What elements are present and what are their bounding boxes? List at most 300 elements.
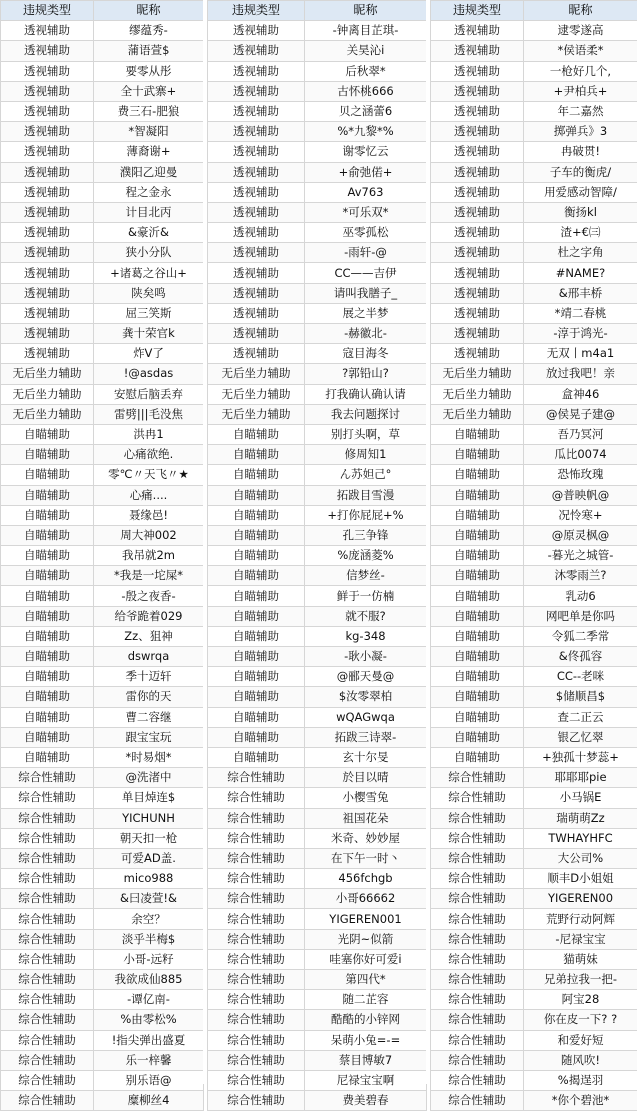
nickname-cell: 修周知1 [305,445,427,465]
nickname-cell: 薄裔谢+ [94,142,204,162]
violation-type-cell: 综合性辅助 [431,949,524,969]
nickname-cell: 逮零遂高 [524,21,637,41]
table-row [1,949,204,969]
table-row [208,525,427,545]
nickname-cell: 龚十荣官k [94,324,204,344]
nickname-cell: @原灵枫@ [524,525,637,545]
violation-type-cell: 综合性辅助 [208,1070,305,1090]
table-row [208,808,427,828]
table-row [431,263,637,283]
violation-type-cell: 透视辅助 [431,41,524,61]
nickname-cell: 小哥66662 [305,889,427,909]
violation-type-cell: 综合性辅助 [1,1010,94,1030]
table-row [431,808,637,828]
violation-type-cell: 透视辅助 [208,324,305,344]
table-row [431,768,637,788]
violation-type-cell: 综合性辅助 [1,889,94,909]
table-row [1,647,204,667]
table-row [208,869,427,889]
violation-type-cell: 自瞄辅助 [208,525,305,545]
nickname-cell: 零℃〃天飞〃★ [94,465,204,485]
table-row [208,667,427,687]
nickname-cell: 阿宝28 [524,990,637,1010]
table-row [1,445,204,465]
violation-type-cell: 综合性辅助 [431,848,524,868]
nickname-cell: 随二芷容 [305,990,427,1010]
nickname-cell: 子车的衡虎/ [524,162,637,182]
nickname-cell: 在下午一时丶 [305,848,427,868]
violation-type-cell: 透视辅助 [1,223,94,243]
table-row [208,283,427,303]
violation-type-cell: 自瞄辅助 [1,727,94,747]
table-row [1,566,204,586]
nickname-cell: 瑞萌萌Zz [524,808,637,828]
violation-type-cell: 无后坐力辅助 [208,404,305,424]
table-row [1,929,204,949]
violation-type-cell: 无后坐力辅助 [431,384,524,404]
table-row [1,1030,204,1050]
table-row [1,667,204,687]
violation-type-cell: 透视辅助 [208,182,305,202]
table-row [431,1010,637,1030]
violation-type-cell: 综合性辅助 [208,1050,305,1070]
violation-type-cell: 自瞄辅助 [208,424,305,444]
violation-type-cell: 自瞄辅助 [1,586,94,606]
violation-type-cell: 综合性辅助 [208,889,305,909]
violation-type-cell: 透视辅助 [431,182,524,202]
nickname-cell: 查二正云 [524,707,637,727]
violation-type-cell: 自瞄辅助 [431,566,524,586]
nickname-cell: -殷之夜香- [94,586,204,606]
nickname-cell: 后秋翠* [305,61,427,81]
nickname-cell: 银乙忆翠 [524,727,637,747]
header-row [1,1,204,21]
nickname-cell: 跟宝宝玩 [94,727,204,747]
nickname-cell: 耶耶耶pie [524,768,637,788]
violation-type-cell: 透视辅助 [208,21,305,41]
table-row [208,162,427,182]
violation-type-cell: 综合性辅助 [1,929,94,949]
table-row [208,1091,427,1111]
table-row [431,344,637,364]
nickname-cell: 我吊就2m [94,546,204,566]
nickname-cell: 我欲成仙885 [94,970,204,990]
table-row [208,1030,427,1050]
violation-type-cell: 综合性辅助 [1,990,94,1010]
violation-type-cell: 透视辅助 [1,21,94,41]
table-row [208,263,427,283]
table-row [208,647,427,667]
table-row [208,101,427,121]
nickname-cell: 令狐二季常 [524,626,637,646]
nickname-cell: 安慰后脑丢弃 [94,384,204,404]
table-row [1,263,204,283]
table-row [1,21,204,41]
nickname-cell: 全十武寨+ [94,81,204,101]
nickname-cell: 聂缘邑! [94,505,204,525]
table-row [1,162,204,182]
violation-type-cell: 透视辅助 [1,162,94,182]
nickname-cell: 蔡目博敏7 [305,1050,427,1070]
table-row [208,566,427,586]
table-row [208,303,427,323]
nickname-cell: *侯语柔* [524,41,637,61]
nickname-cell: 别打头啊，草 [305,424,427,444]
nickname-cell: 呆萌小兔=-= [305,1030,427,1050]
table-row [1,384,204,404]
header-row [431,1,637,21]
table-row [1,81,204,101]
nickname-cell: 用爱感动智障/ [524,182,637,202]
violation-type-cell: 综合性辅助 [431,869,524,889]
violation-type-cell: 综合性辅助 [431,788,524,808]
nickname-cell: 雷劈|||毛没焦 [94,404,204,424]
nickname-cell: 可爱AD盖. [94,848,204,868]
violation-type-cell: 透视辅助 [431,162,524,182]
violation-type-cell: 综合性辅助 [1,1070,94,1090]
nickname-cell: 信梦丝- [305,566,427,586]
nickname-cell: 陕矣鸣 [94,283,204,303]
nickname-cell: #NAME? [524,263,637,283]
nickname-cell: -赫徽北- [305,324,427,344]
nickname-cell: %揭逞羽 [524,1070,637,1090]
nickname-cell: 年二嘉然 [524,101,637,121]
violation-type-cell: 综合性辅助 [1,788,94,808]
nickname-cell: 米奇、妙妙屋 [305,828,427,848]
nickname-cell: 季十迈轩 [94,667,204,687]
nickname-cell: TWHAYHFC [524,828,637,848]
violation-type-cell: 综合性辅助 [431,1050,524,1070]
violation-type-cell: 透视辅助 [431,202,524,222]
table-row [1,828,204,848]
nickname-cell: -淳于鸿光- [524,324,637,344]
violation-type-cell: 自瞄辅助 [1,687,94,707]
violation-type-cell: 自瞄辅助 [208,586,305,606]
violation-type-cell: 透视辅助 [208,344,305,364]
table-row [1,525,204,545]
violation-type-cell: 综合性辅助 [1,1091,94,1111]
violation-type-cell: 综合性辅助 [208,869,305,889]
table-row [208,727,427,747]
table-row [208,243,427,263]
violation-type-cell: 无后坐力辅助 [1,364,94,384]
violation-type-cell: 综合性辅助 [431,929,524,949]
table-row [431,445,637,465]
table-row [208,81,427,101]
table-row [1,505,204,525]
violation-type-cell: 综合性辅助 [1,869,94,889]
table-row [1,606,204,626]
table-row [208,768,427,788]
table-row [208,707,427,727]
table-row [431,869,637,889]
nickname-cell: 於目以晴 [305,768,427,788]
nickname-cell: YICHUNH [94,808,204,828]
nickname-cell: 小马锅E [524,788,637,808]
violation-type-cell: 自瞄辅助 [1,546,94,566]
violation-type-cell: 自瞄辅助 [1,424,94,444]
violation-type-cell: 自瞄辅助 [208,485,305,505]
violation-type-cell: 透视辅助 [1,41,94,61]
violation-type-cell: 自瞄辅助 [1,485,94,505]
nickname-cell: +俞弛偌+ [305,162,427,182]
nickname-cell: 小哥-远籽 [94,949,204,969]
header-type: 违规类型 [431,1,524,21]
violation-type-cell: 自瞄辅助 [208,566,305,586]
table-row [1,404,204,424]
table-row [431,727,637,747]
nickname-cell: 荒野行动阿辉 [524,909,637,929]
nickname-cell: 淡乎半梅$ [94,929,204,949]
nickname-cell: 程之金永 [94,182,204,202]
nickname-cell: CC——吉伊 [305,263,427,283]
table-row [431,707,637,727]
nickname-cell: 盒神46 [524,384,637,404]
nickname-cell: %*九黎*% [305,122,427,142]
violation-type-cell: 综合性辅助 [1,1030,94,1050]
violation-type-cell: 透视辅助 [431,324,524,344]
violation-type-cell: 自瞄辅助 [1,667,94,687]
violation-type-cell: 无后坐力辅助 [208,364,305,384]
violation-type-cell: 自瞄辅助 [208,707,305,727]
table-row [208,465,427,485]
table-row [1,485,204,505]
table-row [1,970,204,990]
violation-type-cell: 透视辅助 [1,283,94,303]
violation-type-cell: 自瞄辅助 [1,445,94,465]
violation-type-cell: 自瞄辅助 [431,505,524,525]
violation-type-cell: 自瞄辅助 [208,626,305,646]
violation-type-cell: 自瞄辅助 [431,687,524,707]
table-row [1,848,204,868]
nickname-cell: &佟孤容 [524,647,637,667]
table-row [431,424,637,444]
violation-type-cell: 自瞄辅助 [431,485,524,505]
violation-type-cell: 综合性辅助 [208,1091,305,1111]
violation-type-cell: 综合性辅助 [208,1010,305,1030]
table-row [208,445,427,465]
violation-type-cell: 综合性辅助 [1,848,94,868]
table-row [431,525,637,545]
nickname-cell: 和爱好短 [524,1030,637,1050]
nickname-cell: 就不服? [305,606,427,626]
nickname-cell: @郦天曼@ [305,667,427,687]
table-row [208,384,427,404]
nickname-cell: %庞涵菱% [305,546,427,566]
table-row [1,122,204,142]
table-row [1,424,204,444]
table-row [1,869,204,889]
violation-type-cell: 综合性辅助 [208,848,305,868]
violation-type-cell: 透视辅助 [431,303,524,323]
violation-type-cell: 透视辅助 [208,243,305,263]
table-row [208,828,427,848]
table-row [431,162,637,182]
nickname-cell: +诸葛之谷山+ [94,263,204,283]
table-row [208,970,427,990]
violation-type-cell: 综合性辅助 [208,828,305,848]
nickname-cell: 酷酷的小锌网 [305,1010,427,1030]
violation-type-cell: 自瞄辅助 [431,424,524,444]
nickname-cell: !@asdas [94,364,204,384]
violation-type-cell: 透视辅助 [1,243,94,263]
table-row [431,485,637,505]
table-row [208,1050,427,1070]
table-row [1,223,204,243]
violation-type-cell: 自瞄辅助 [1,707,94,727]
table-row [208,990,427,1010]
table-row [431,324,637,344]
table-row [431,243,637,263]
table-row [431,546,637,566]
violation-type-cell: 综合性辅助 [208,1030,305,1050]
nickname-cell: 恐怖玫瑰 [524,465,637,485]
nickname-cell: 缪蕴秀- [94,21,204,41]
table-row [431,687,637,707]
nickname-cell: *时易烟* [94,747,204,767]
nickname-cell: 哇塞你好可爱i [305,949,427,969]
nickname-cell: 曹二容继 [94,707,204,727]
table-row [208,1010,427,1030]
violation-type-cell: 自瞄辅助 [431,546,524,566]
table-row [431,788,637,808]
nickname-cell: 光阴~似箭 [305,929,427,949]
violation-type-cell: 自瞄辅助 [431,727,524,747]
violation-type-cell: 综合性辅助 [208,929,305,949]
violation-type-cell: 透视辅助 [208,202,305,222]
violation-type-cell: 透视辅助 [431,243,524,263]
nickname-cell: Zz、狙神 [94,626,204,646]
violation-type-cell: 透视辅助 [208,283,305,303]
nickname-cell: 拓跋目雪漫 [305,485,427,505]
nickname-cell: 大公司% [524,848,637,868]
violation-type-cell: 综合性辅助 [431,889,524,909]
table-row [208,223,427,243]
nickname-cell: *我是一坨屎* [94,566,204,586]
violation-type-cell: 综合性辅助 [1,808,94,828]
nickname-cell: 周大神002 [94,525,204,545]
nickname-cell: $储顺昌$ [524,687,637,707]
violation-type-cell: 自瞄辅助 [431,586,524,606]
nickname-cell: 掷弹兵》3 [524,122,637,142]
nickname-cell: 费三石-肥狼 [94,101,204,121]
table-row [431,828,637,848]
violation-type-cell: 无后坐力辅助 [208,384,305,404]
table-row [431,364,637,384]
violation-type-cell: 综合性辅助 [208,808,305,828]
violation-type-cell: 综合性辅助 [1,909,94,929]
table-row [431,606,637,626]
nickname-cell: 心痛.... [94,485,204,505]
nickname-cell: -暮光之城管- [524,546,637,566]
table-row [1,101,204,121]
violation-type-cell: 综合性辅助 [431,1070,524,1090]
table-row [431,81,637,101]
table-row [1,324,204,344]
violation-type-cell: 自瞄辅助 [431,445,524,465]
violation-type-cell: 透视辅助 [431,223,524,243]
table-row [208,929,427,949]
table-row [208,505,427,525]
violation-type-cell: 透视辅助 [1,101,94,121]
table-row [208,324,427,344]
nickname-cell: 小樱雪兔 [305,788,427,808]
table-row [431,283,637,303]
nickname-cell: -耿小凝- [305,647,427,667]
violation-type-cell: 自瞄辅助 [1,505,94,525]
nickname-cell: 请叫我膳子_ [305,283,427,303]
violation-type-cell: 综合性辅助 [431,768,524,788]
violation-type-cell: 透视辅助 [1,344,94,364]
table-row [1,747,204,767]
table-row [208,21,427,41]
table-row [431,1030,637,1050]
header-type: 违规类型 [1,1,94,21]
table-row [1,465,204,485]
table-row [208,344,427,364]
nickname-cell: 渣+€㈢ [524,223,637,243]
violation-type-cell: 自瞄辅助 [208,687,305,707]
violation-type-cell: 自瞄辅助 [1,747,94,767]
table-row [1,990,204,1010]
nickname-cell: 冉破贯! [524,142,637,162]
table-row [431,21,637,41]
table-row [1,182,204,202]
violation-type-cell: 透视辅助 [208,263,305,283]
table-row [1,61,204,81]
violation-type-cell: 透视辅助 [431,263,524,283]
table-row [208,41,427,61]
violation-type-cell: 透视辅助 [431,21,524,41]
violation-type-cell: 透视辅助 [1,182,94,202]
nickname-cell: 余空？ [94,909,204,929]
table-row [1,344,204,364]
violation-type-cell: 自瞄辅助 [1,566,94,586]
table-row [1,364,204,384]
table-row [1,889,204,909]
table-row [1,1070,204,1090]
nickname-cell: YIGEREN001 [305,909,427,929]
nickname-cell: +尹柏兵+ [524,81,637,101]
table-row [208,1070,427,1090]
violation-type-cell: 自瞄辅助 [1,606,94,626]
table-row [431,889,637,909]
nickname-cell: CC--老咪 [524,667,637,687]
table-row [431,404,637,424]
table-column-1 [0,0,204,1111]
table-row [1,202,204,222]
violation-type-cell: 透视辅助 [1,324,94,344]
nickname-cell: 给爷跪着029 [94,606,204,626]
violation-type-cell: 综合性辅助 [431,1030,524,1050]
violation-type-cell: 自瞄辅助 [431,667,524,687]
table-row [1,788,204,808]
violation-type-cell: 自瞄辅助 [208,546,305,566]
header-type: 违规类型 [208,1,305,21]
nickname-cell: $汝零翠柏 [305,687,427,707]
violation-type-cell: 自瞄辅助 [208,747,305,767]
violation-type-cell: 透视辅助 [208,142,305,162]
nickname-cell: 尼禄宝宝啊 [305,1070,427,1090]
violation-type-cell: 透视辅助 [1,142,94,162]
table-row [208,61,427,81]
violation-type-cell: 综合性辅助 [1,828,94,848]
violation-type-cell: 透视辅助 [431,142,524,162]
nickname-cell: 要零从彤 [94,61,204,81]
table-row [431,566,637,586]
table-row [208,889,427,909]
violation-type-cell: 透视辅助 [1,81,94,101]
